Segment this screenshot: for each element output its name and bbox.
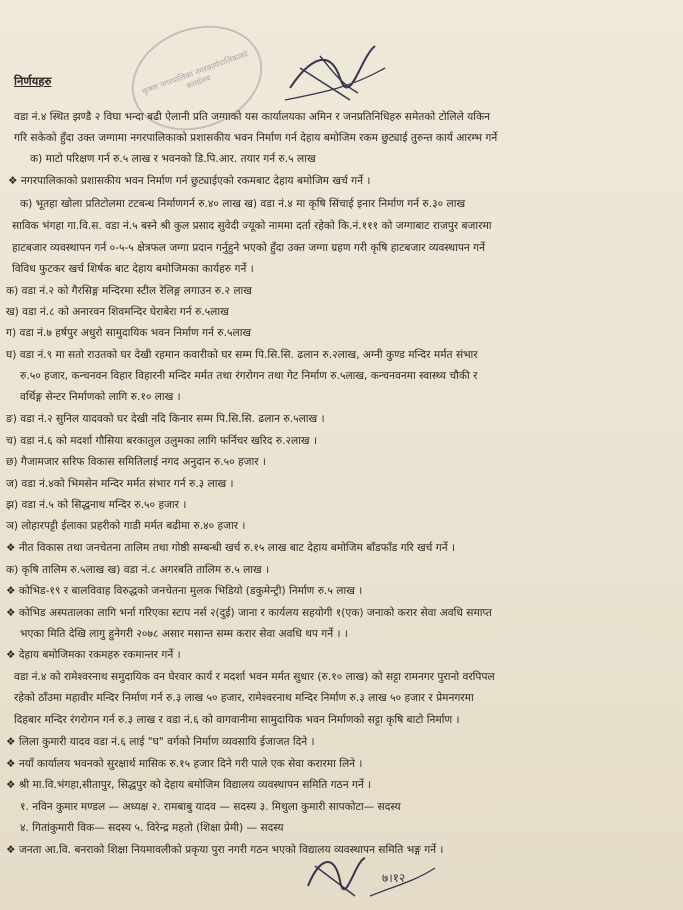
body-line: हाटबजार व्यवस्थापन गर्न ०-५-५ क्षेत्रफल जग्गा प्रदान गर्नुहुने भएको हुँदा उक्त जग्गा ग्रहण गरी कृषि हाटबजार व्यवस्थापन गर्ने xyxy=(12,242,485,254)
body-line: रहेको ठाँउमा महावीर मन्दिर निर्माण गर्न रु.३ लाख ५० हजार, रामेश्वरनाथ मन्दिर निर्माण रु.३ लाख ५० हजार र प्रेमनगरमा xyxy=(14,692,474,704)
body-line: ❖ लिला कुमारी यादव वडा नं.६ लाई "घ" वर्गको निर्माण व्यवसायि ईजाजत दिने । xyxy=(6,736,315,748)
body-line: रु.५० हजार, कन्चनवन विहार विहारनी मन्दिर मर्मत तथा रंगरोगन तथा गेट निर्माण रु.५लाख, कन्चनवनमा स्वास्थ्य चौकी र xyxy=(20,370,478,382)
body-line: ❖ नयाँ कार्यालय भवनको सुरक्षार्थ मासिक रु.१५ हजार दिने गरी पाले एक सेवा करारमा लिने । xyxy=(6,758,363,770)
body-line: छ) गैजामजार सरिफ विकास समितिलाई नगद अनुदान रु.५० हजार । xyxy=(6,456,266,468)
body-line: साविक भंगहा गा.वि.स. वडा नं.५ बस्ने श्री कुल प्रसाद सुवेदी ज्यूको नाममा दर्ता रहेको कि.नं.१११ को जग्गाबाट राजपुर बजारमा xyxy=(12,220,492,232)
body-line: ज) वडा नं.४को भिमसेन मन्दिर मर्मत संभार गर्न रु.३ लाख । xyxy=(6,478,234,490)
body-line: १. नविन कुमार मण्डल — अध्यक्ष २. रामबाबु यादव — सदस्य ३. मिथुला कुमारी सापकोटा— सदस्य xyxy=(20,801,401,813)
body-line: झ) वडा नं.५ को सिद्धनाथ मन्दिर रु.५० हजार । xyxy=(6,499,187,511)
body-line: घ) वडा नं.९ मा सतो राउतको घर देखी रहमान कवारीको घर सम्म पि.सि.सि. ढलान रु.२लाख, अग्नी कुण्ड मन्दिर मर्मत संभार xyxy=(6,349,478,361)
body-line: ग) वडा नं.७ हर्षपुर अधुरो सामुदायिक भवन निर्माण गर्न रु.५लाख xyxy=(6,327,252,339)
body-line: वर्थिङ्ग सेन्टर निर्माणको लागि रु.१० लाख । xyxy=(20,391,181,403)
body-line: ख) वडा नं.८ को अनारवन शिवमन्दिर घेराबेरा गर्न रु.५लाख xyxy=(6,306,229,318)
body-line: दिहबार मन्दिर रंगरोगन गर्न रु.३ लाख र वडा नं.६ को वागवानीमा सामुदायिक भवन निर्माणको सट्टा कृषि बाटो निर्माण । xyxy=(14,714,460,726)
bottom-signature-mark xyxy=(300,846,440,906)
body-line: ❖ नीत विकास तथा जनचेतना तालिम तथा गोष्ठी सम्बन्धी खर्च रु.१५ लाख बाट देहाय बमोजिम बाँडफाँड गरि खर्च गर्ने । xyxy=(6,542,456,554)
body-line: गरि सकेको हुँदा उक्त जग्गामा नगरपालिकाको प्रशासकीय भवन निर्माण गर्न देहाय बमोजिम रकम छुट्याई तुरुन्त कार्य आरम्भ गर्ने xyxy=(14,132,498,144)
body-line: ४. गितांकुमारी विक— सदस्य ५. विरेन्द्र महतो (शिक्षा प्रेमी) — सदस्य xyxy=(20,822,284,834)
body-line: ❖ श्री मा.वि.भंगहा,सीतापुर, सिद्धपुर को देहाय बमोजिम विद्यालय व्यवस्थापन समिति गठन गर्ने । xyxy=(6,779,372,791)
body-line: ❖ कोभिड-१९ र बालविवाह विरुद्धको जनचेतना मुलक भिडियो (डकुमेन्ट्री) निर्माण रु.५ लाख । xyxy=(6,585,363,597)
body-line: क) वडा नं.२ को गैरसिङ्ग मन्दिरमा स्टील रेलिङ्ग लगाउन रु.२ लाख xyxy=(6,285,252,297)
body-line: क) भूतहा खोला प्रतिटोलमा टटबन्ध निर्माणगर्न रु.४० लाख ख) वडा नं.४ मा कृषि सिंचाई इनार निर्माण गर्न रु.३० लाख xyxy=(20,198,466,210)
bottom-number: ७।१२ xyxy=(382,871,406,885)
body-line: ❖ नगरपालिकाको प्रशासकीय भवन निर्माण गर्न छुट्याईएको रकमबाट देहाय बमोजिम खर्च गर्ने । xyxy=(8,175,371,187)
body-line: क) माटो परिक्षण गर्न रु.५ लाख र भवनको डि.पि.आर. तयार गर्न रु.५ लाख xyxy=(30,153,316,165)
body-line: क) कृषि तालिम रु.५लाख ख) वडा नं.८ अगरबति तालिम रु.५ लाख । xyxy=(6,564,270,576)
body-line: विविध फुटकर खर्च शिर्षक बाट देहाय बमोजिमका कार्यहरु गर्ने । xyxy=(12,263,254,275)
bottom-signature xyxy=(300,846,440,910)
body-line: ङ) वडा नं.२ सुनिल यादवको घर देखी नदि किनार सम्म पि.सि.सि. ढलान रु.५लाख । xyxy=(6,413,325,425)
decisions-heading: निर्णयहरु xyxy=(14,74,52,88)
body-line: ❖ देहाय बमोजिमका रकमहरु रकमान्तर गर्ने । xyxy=(6,649,181,661)
body-line: ❖ कोभिड अस्पतालका लागि भर्ना गरिएका स्टाप नर्स २(दुई) जाना र कार्यलय सहयोगी १(एक) जनाको करार सेवा अवधि समाप्त xyxy=(6,607,492,619)
stamp-text: कृष्णा नगरपालिका नगरकार्यपालिकाको कार्यालय xyxy=(141,49,250,97)
body-line: ❖ जनता आ.वि. बनराको शिक्षा नियमावलीको प्रकृया पुरा नगरी गठन भएको विद्यालय व्यवस्थापन समिति भङ्ग गर्ने । xyxy=(6,844,444,856)
body-line: वडा नं.४ को रामेश्वरनाथ समुदायिक वन घेरवार कार्य र मदर्शा भवन मर्मत सुधार (रु.१० लाख) को सट्टा रामनगर पुरानो वरपिपल xyxy=(14,671,495,683)
body-line: भएका मिति देखि लागु हुनेगरी २०७८ असार मसान्त सम्म करार सेवा अवधि थप गर्ने । । xyxy=(20,628,348,640)
body-line: च) वडा नं.६ को मदर्शा गौसिया बरकातुल उलुमका लागि फर्निचर खरिद रु.२लाख । xyxy=(6,435,317,447)
body-line: वडा नं.४ स्थित झण्डै २ विघा भन्दा बढी ऐलानी प्रति जग्गाको यस कार्यालयका अमिन र जनप्रतिनिधिहरु समेतको टोलिले यकिन xyxy=(14,111,491,123)
body-line: ञ) लोहारपट्टी ईलाका प्रहरीको गाडी मर्मत बढीमा रु.४० हजार । xyxy=(6,520,246,532)
